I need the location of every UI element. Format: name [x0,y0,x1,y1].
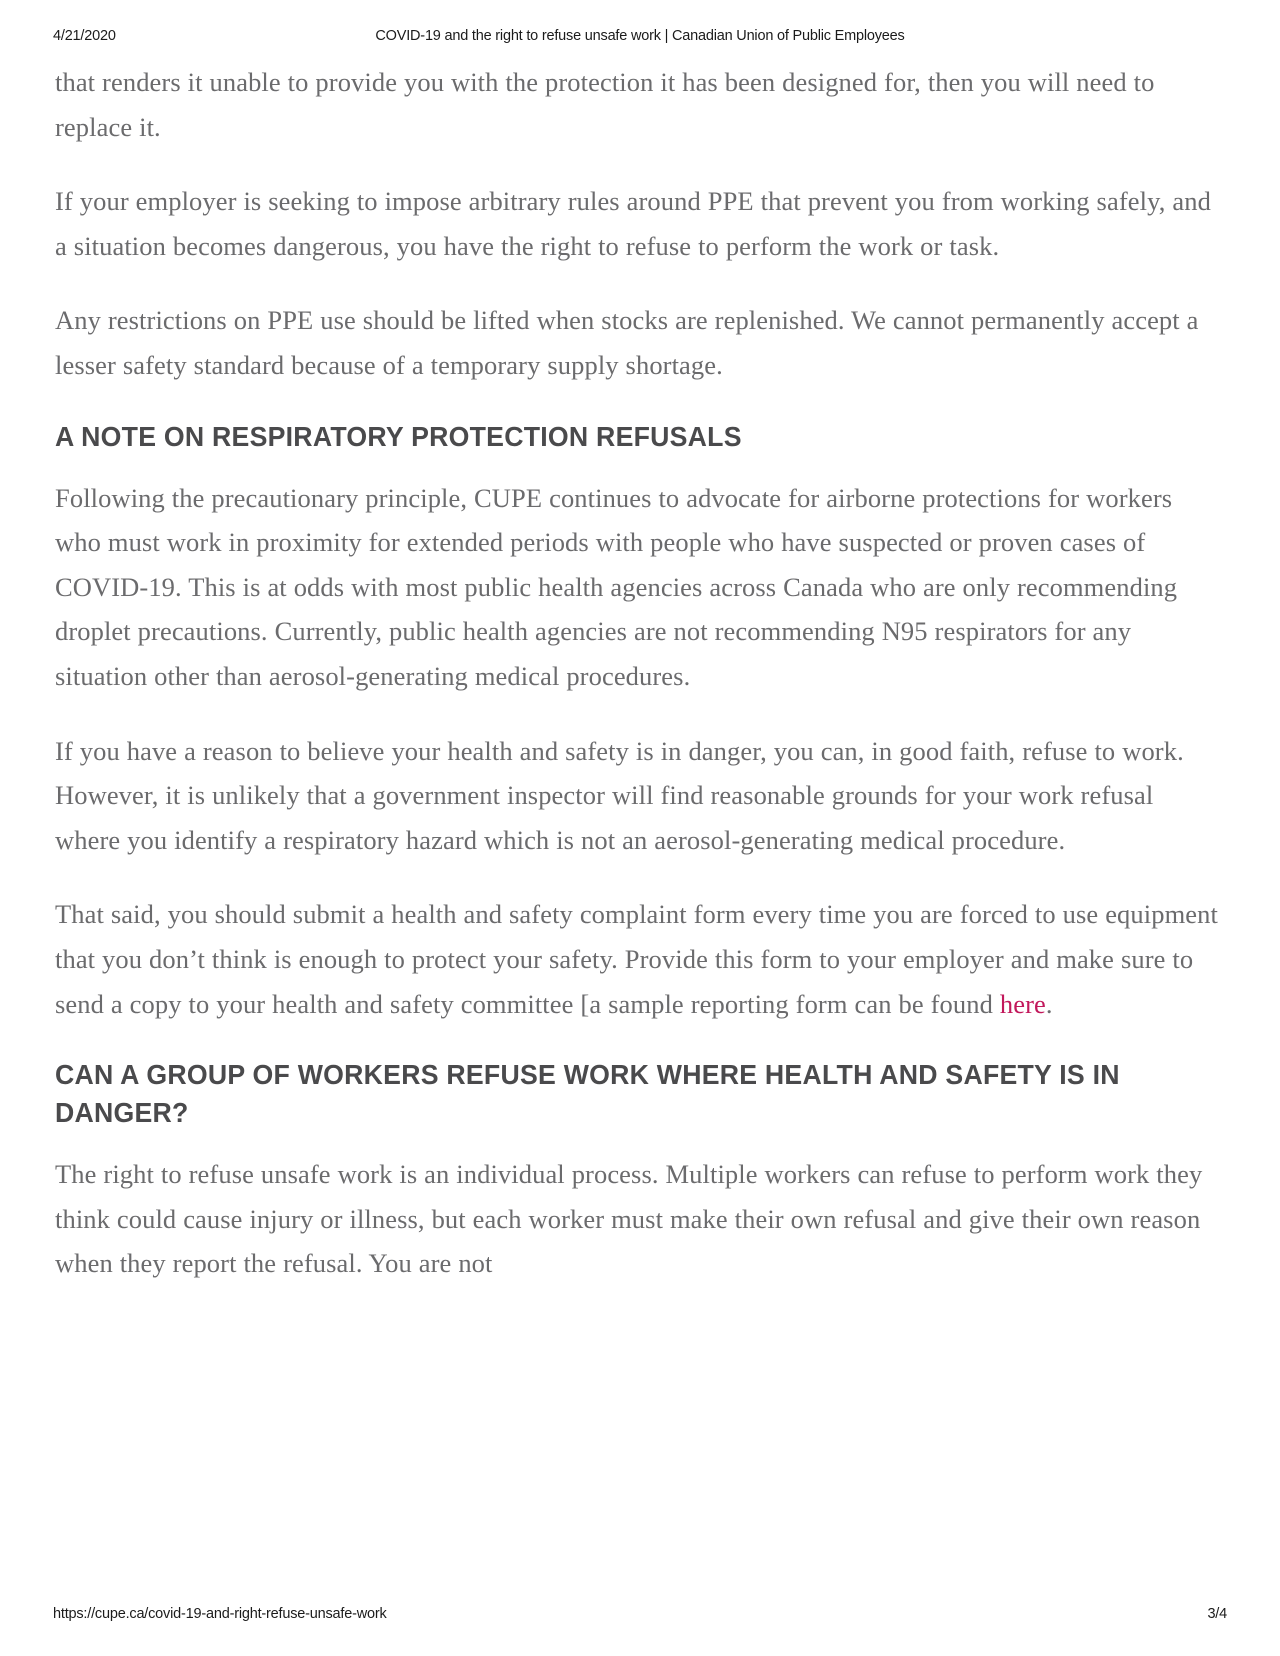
source-url: https://cupe.ca/covid-19-and-right-refuse-unsafe-work [53,1606,387,1622]
print-header [0,28,1280,50]
paragraph-reason-to-believe: If you have a reason to believe your health and safety is in danger, you can, in good faith, refuse to work. However, it is unlikely that a government inspector will find reasonable grounds for your work refusal where you identify a respiratory hazard which is not an aerosol-generating medical procedure. [55,735,1184,855]
paragraph-complaint-form-text-before-link: That said, you should submit a health and safety complaint form every time you are forced to use equipment that you don’t think is enough to protect your safety. Provide this form to your employer and make sure to send a copy to your health and safety committee [a sample reporting form can be found [55,899,1218,1019]
paragraph-continued: that renders it unable to provide you with the protection it has been designed for, then you will need to replace it. [55,67,1155,142]
print-date: 4/21/2020 [53,28,116,44]
print-page-title: COVID-19 and the right to refuse unsafe work | Canadian Union of Public Employees [375,28,905,44]
section-heading-group-refusal: CAN A GROUP OF WORKERS REFUSE WORK WHERE HEALTH AND SAFETY IS IN DANGER? [55,1059,1120,1129]
section-heading-respiratory-protection-refusals: A NOTE ON RESPIRATORY PROTECTION REFUSALS [55,420,742,452]
paragraph-precautionary-principle: Following the precautionary principle, CUPE continues to advocate for airborne protections for workers who must work in proximity for extended periods with people who have suspected or proven cases of COVID-19. This is at odds with most public health agencies across Canada who are only recommending droplet precautions. Currently, public health agencies are not recommending N95 respirators for any situation other than aerosol-generating medical procedures. [55,482,1178,691]
paragraph-complaint-form-text-after-link: . [1045,988,1053,1019]
article-content [55,60,1218,1586]
paragraph-arbitrary-ppe-rules: If your employer is seeking to impose arbitrary rules around PPE that prevent you from working safely, and a situation becomes dangerous, you have the right to refuse to perform the work or task. [55,186,1211,261]
paragraph-ppe-restrictions: Any restrictions on PPE use should be lifted when stocks are replenished. We cannot permanently accept a lesser safety standard because of a temporary supply shortage. [55,305,1199,380]
print-footer [0,1606,1280,1628]
page-number: 3/4 [1207,1606,1227,1622]
paragraph-individual-process: The right to refuse unsafe work is an individual process. Multiple workers can refuse to perform work they think could cause injury or illness, but each worker must make their own refusal and give their own reason when they report the refusal. You are not [55,1159,1203,1279]
paragraph-complaint-form [55,892,1218,1026]
sample-reporting-form-link[interactable]: here [999,988,1046,1019]
